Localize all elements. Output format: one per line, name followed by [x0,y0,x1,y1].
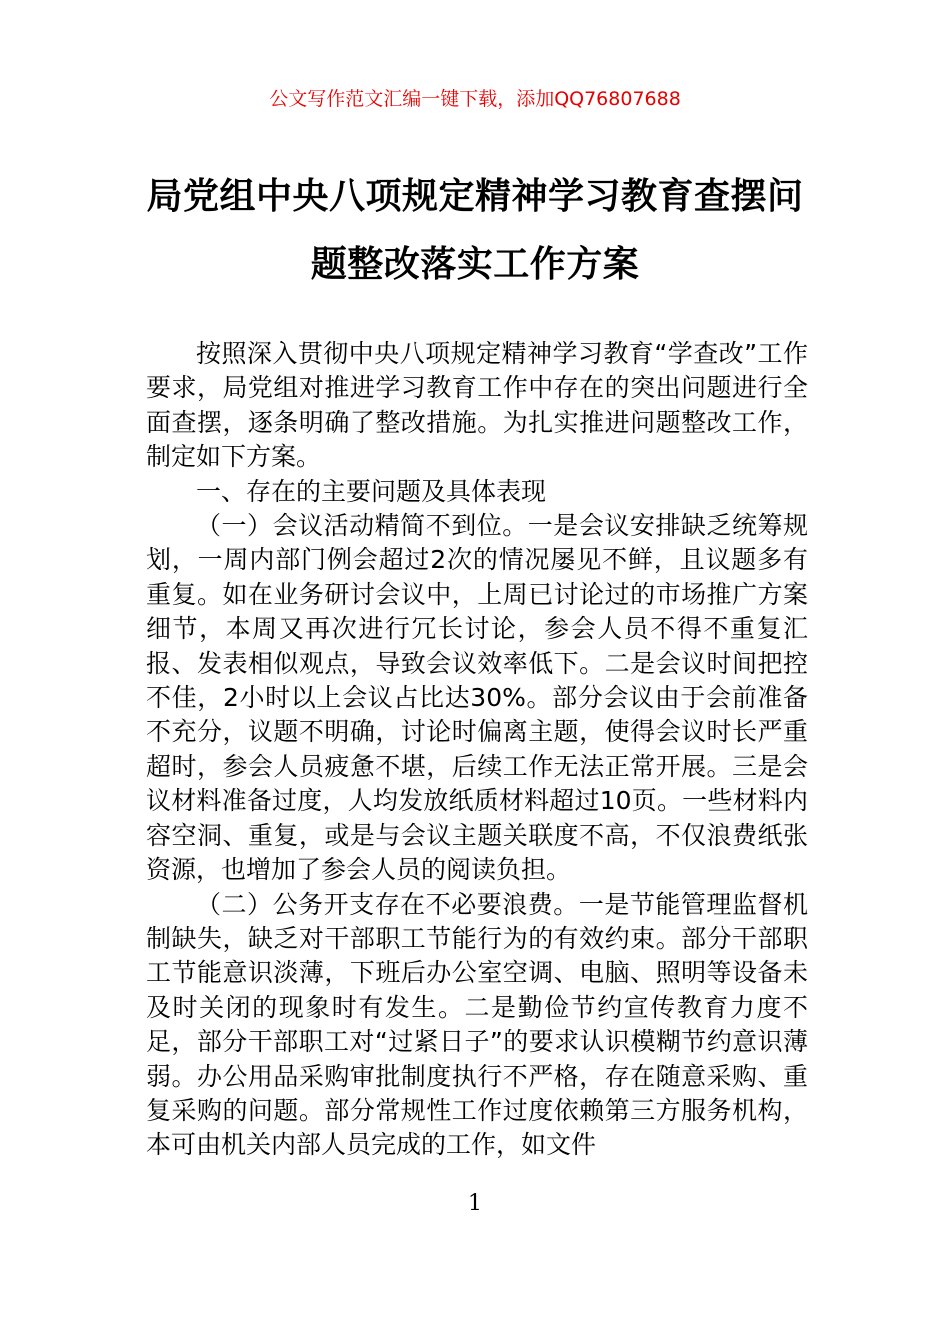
paragraph-meetings: （一）会议活动精简不到位。一是会议安排缺乏统筹规划，一周内部门例会超过2次的情况屡见不鲜，且议题多有重复。如在业务研讨会议中，上周已讨论过的市场推广方案细节，本周又再次进行冗长讨论，参会人员不得不重复汇报、发表相似观点，导致会议效率低下。二是会议时间把控不佳，2小时以上会议占比达30%。部分会议由于会前准备不充分，议题不明确，讨论时偏离主题，使得会议时长严重超时，参会人员疲惫不堪，后续工作无法正常开展。三是会议材料准备过度，人均发放纸质材料超过10页。一些材料内容空洞、重复，或是与会议主题关联度不高，不仅浪费纸张资源，也增加了参会人员的阅读负担。 [146,511,808,885]
document-title-line-2: 题整改落实工作方案 [310,244,640,285]
header-note: 公文写作范文汇编一键下载，添加QQ76807688 [269,88,681,110]
document-body [146,337,808,1163]
section-heading-1: 一、存在的主要问题及具体表现 [196,476,547,506]
paragraph-intro: 按照深入贯彻中央八项规定精神学习教育“学查改”工作要求，局党组对推进学习教育工作中存在的突出问题进行全面查摆，逐条明确了整改措施。为扎实推进问题整改工作，制定如下方案。 [146,339,808,472]
page-number: 1 [468,1191,482,1216]
paragraph-expenses: （二）公务开支存在不必要浪费。一是节能管理监督机制缺失，缺乏对干部职工节能行为的有效约束。部分干部职工节能意识淡薄，下班后办公室空调、电脑、照明等设备未及时关闭的现象时有发生。二是勤俭节约宣传教育力度不足，部分干部职工对“过紧日子”的要求认识模糊节约意识薄弱。办公用品采购审批制度执行不严格，存在随意采购、重复采购的问题。部分常规性工作过度依赖第三方服务机构，本可由机关内部人员完成的工作，如文件 [146,889,808,1160]
document-title-line-1: 局党组中央八项规定精神学习教育查摆问 [146,176,804,217]
